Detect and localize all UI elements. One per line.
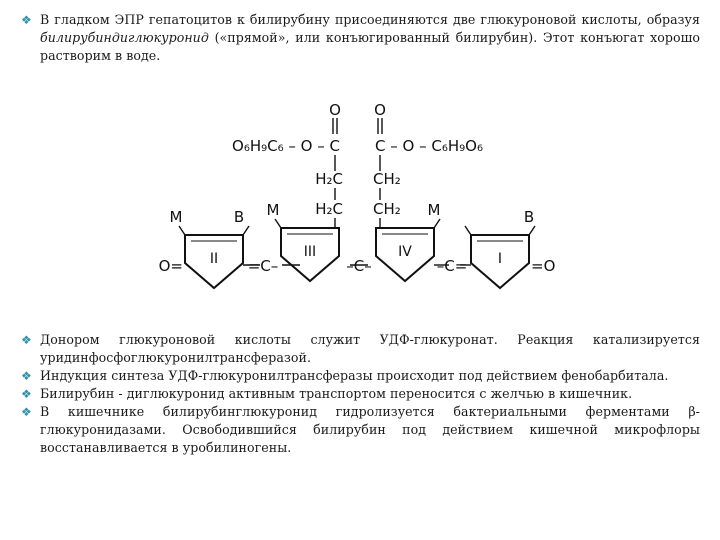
bullet-marker-icon: ❖: [21, 13, 32, 27]
methine-bridge-left: =C–: [247, 257, 279, 275]
bullet-item: [20, 331, 700, 367]
substituent-m: M: [427, 201, 441, 219]
methylene-bridge-middle: –C–: [346, 257, 372, 275]
ch2-left-lower: H₂C: [315, 200, 343, 218]
substituent-m: M: [266, 201, 280, 219]
bullet-list-top: [20, 11, 700, 65]
ester-left: O₆H₉C₆ – O – C: [232, 137, 340, 155]
ring-label: IV: [398, 244, 412, 260]
substituent-b: B: [523, 208, 535, 226]
methine-bridge-right: –C=: [436, 257, 468, 275]
bullet-marker-icon: ❖: [21, 405, 32, 419]
bullet-text: В кишечнике билирубинглюкуронид гидролизуется бактериальными ферментами β-глюкуронидазами. Освободившийся билирубин под действием кишечной микрофлоры восстанавливается в уробилиногены.: [40, 404, 700, 455]
bullet-item: [20, 11, 700, 65]
bullet-text: Индукция синтеза УДФ-глюкуронилтрансферазы происходит под действием фенобарбитала.: [40, 368, 669, 383]
bullet-item: [20, 403, 700, 457]
term-bilirubin-diglucuronide: билирубиндиглюкуронид: [40, 30, 209, 45]
terminal-oxo-right: =O: [531, 257, 556, 275]
ring-label: III: [303, 244, 317, 260]
bullet-text: В гладком ЭПР гепатоцитов к билирубину присоединяются две глюкуроновой кислоты, образуя билирубиндиглюкуронид («прямой», или конъюгированный билирубин). Этот конъюгат хорошо растворим в воде.: [40, 12, 700, 63]
oxygen-label-right: O: [374, 101, 386, 119]
bilirubin-diglucuronide-structure: [140, 88, 580, 310]
ring-label: I: [497, 251, 503, 267]
bullet-text: Донором глюкуроновой кислоты служит УДФ-глюкуронат. Реакция катализируется уридинфосфоглюкуронилтрансферазой.: [40, 332, 700, 365]
ch2-right-lower: CH₂: [373, 200, 401, 218]
bullet-marker-icon: ❖: [21, 369, 32, 383]
ester-right: C – O – C₆H₉O₆: [375, 137, 483, 155]
bullet-marker-icon: ❖: [21, 387, 32, 401]
ch2-right-upper: CH₂: [373, 170, 401, 188]
bullet-list-bottom: [20, 331, 700, 457]
bullet-marker-icon: ❖: [21, 333, 32, 347]
bullet-item: [20, 367, 700, 385]
ch2-left-upper: H₂C: [315, 170, 343, 188]
terminal-oxo-left: O=: [158, 257, 183, 275]
substituent-b: B: [233, 208, 245, 226]
bullet-item: [20, 385, 700, 403]
structure-svg: [140, 88, 580, 310]
substituent-m: M: [169, 208, 183, 226]
ring-label: II: [209, 251, 219, 267]
oxygen-label-left: O: [329, 101, 341, 119]
bullet-text: Билирубин - диглюкуронид активным транспортом переносится с желчью в кишечник.: [40, 386, 633, 401]
